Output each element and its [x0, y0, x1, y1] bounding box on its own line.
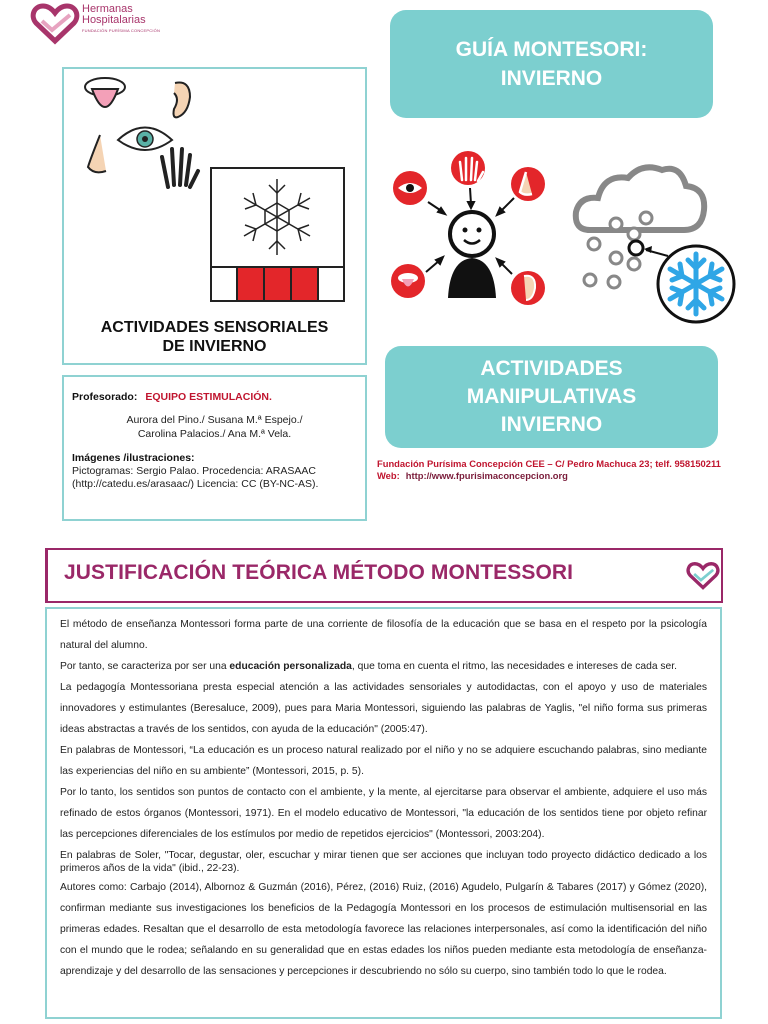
paragraph: En palabras de Soler, "Tocar, degustar, oler, escuchar y mirar tienen que ser acciones que incluyan todo proyecto didáctico dedicado a los primeros años de la vida" (ibid., 22-23). [60, 850, 707, 874]
senses-icon [80, 75, 210, 195]
web-link[interactable]: http://www.fpurisimaconcepcion.org [405, 470, 568, 481]
guide-title [390, 10, 713, 118]
logo [30, 3, 80, 45]
image-credits: Pictogramas: Sergio Palao. Procedencia: ARASAAC (http://catedu.es/arasaac/) Licencia: CC (BY-NC-AS). [72, 465, 319, 490]
paragraph: La pedagogía Montessoriana presta especial atención a las actividades sensoriales y autodidactas, con el apoyo y uso de materiales innovadores y estimulantes (Beresaluce, 2009), pues para Maria Montessori, siguiendo las palabras de Yaglis, "el niño forma sus primeras ideas abstractas a través de los sentidos, con ayuda de la educación" (2005:47). [60, 682, 707, 735]
logo-text: Hermanas Hospitalarias [82, 3, 146, 26]
guide-title-line2: INVIERNO [500, 67, 603, 90]
body-text [60, 614, 707, 982]
images-label: Imágenes /ilustraciones: [72, 452, 195, 464]
heart-logo-icon [686, 559, 720, 593]
web-label: Web: [377, 470, 400, 481]
snowflake-card-icon [210, 167, 345, 302]
section-title: JUSTIFICACIÓN TEÓRICA MÉTODO MONTESSORI [64, 561, 574, 584]
paragraph: Por lo tanto, los sentidos son puntos de contacto con el ambiente, y la mente, al ejercitarse para observar el ambiente, adquiere el uso más refinado de estos órganos (Montessori, 1971). En el modelo educativo de Montessori, "la educación de los sentidos tiene por objeto refinar las percepciones diferenciales de los estímulos por medio de repetidos ejercicios" (Montessori, 2003:204). [60, 787, 707, 840]
teachers-value: EQUIPO ESTIMULACIÓN. [145, 391, 272, 403]
foundation-address: Fundación Purísima Concepción CEE – C/ Pedro Machuca 23; telf. 958150211 [377, 458, 721, 469]
paragraph: En palabras de Montessori, “La educación es un proceso natural realizado por el niño y no se adquiere escuchando palabras, sino mediante las experiencias del niño en su ambiente” (Montessori, 2015, p. 5). [60, 745, 707, 777]
foundation-contact [377, 458, 721, 482]
paragraph: Por tanto, se caracteriza por ser una educación personalizada, que toma en cuenta el ritmo, las necesidades e intereses de cada ser. [60, 661, 678, 672]
credits-box [62, 375, 367, 521]
logo-subtitle: FUNDACIÓN PURÍSIMA CONCEPCIÓN [82, 28, 161, 33]
paragraph: Autores como: Carbajo (2014), Albornoz & Guzmán (2016), Pérez, (2016) Ruiz, (2016) Agudelo, Pulgarín & Tabares (2017) y Gómez (2020), confirman mediante sus investigaciones los beneficios de la Pedagogía Montessori en los procesos de estimulación multisensorial en las primeras edades. Resaltan que el desarrollo de esta metodología favorece las relaciones interpersonales, así como la identificación del niño con el mundo que le rodea; señalando en su generalidad que en estas edades los niños pueden mediante esta metodología de enseñanza-aprendizaje y del desarrollo de las sensaciones y percepciones ir descubriendo no sólo su cuerpo, sino también todo lo que le rodea. [60, 882, 707, 977]
heart-logo-icon [30, 3, 80, 45]
child-senses-icon [388, 148, 558, 308]
guide-title-line1: GUÍA MONTESORI: [455, 38, 648, 61]
winter-cloud-icon [568, 160, 740, 328]
paragraph: El método de enseñanza Montessori forma parte de una corriente de filosofía de la educación que se basa en el respeto por la psicología natural del alumno. [60, 619, 707, 651]
teacher-names: Aurora del Pino./ Susana M.ª Espejo./ Carolina Palacios./ Ana M.ª Vela. [126, 414, 303, 440]
teachers-line [72, 391, 272, 403]
activities-title: ACTIVIDADES MANIPULATIVAS INVIERNO [385, 346, 718, 448]
teachers-label: Profesorado: [72, 391, 138, 403]
card-title: ACTIVIDADES SENSORIALES DE INVIERNO [100, 319, 329, 355]
